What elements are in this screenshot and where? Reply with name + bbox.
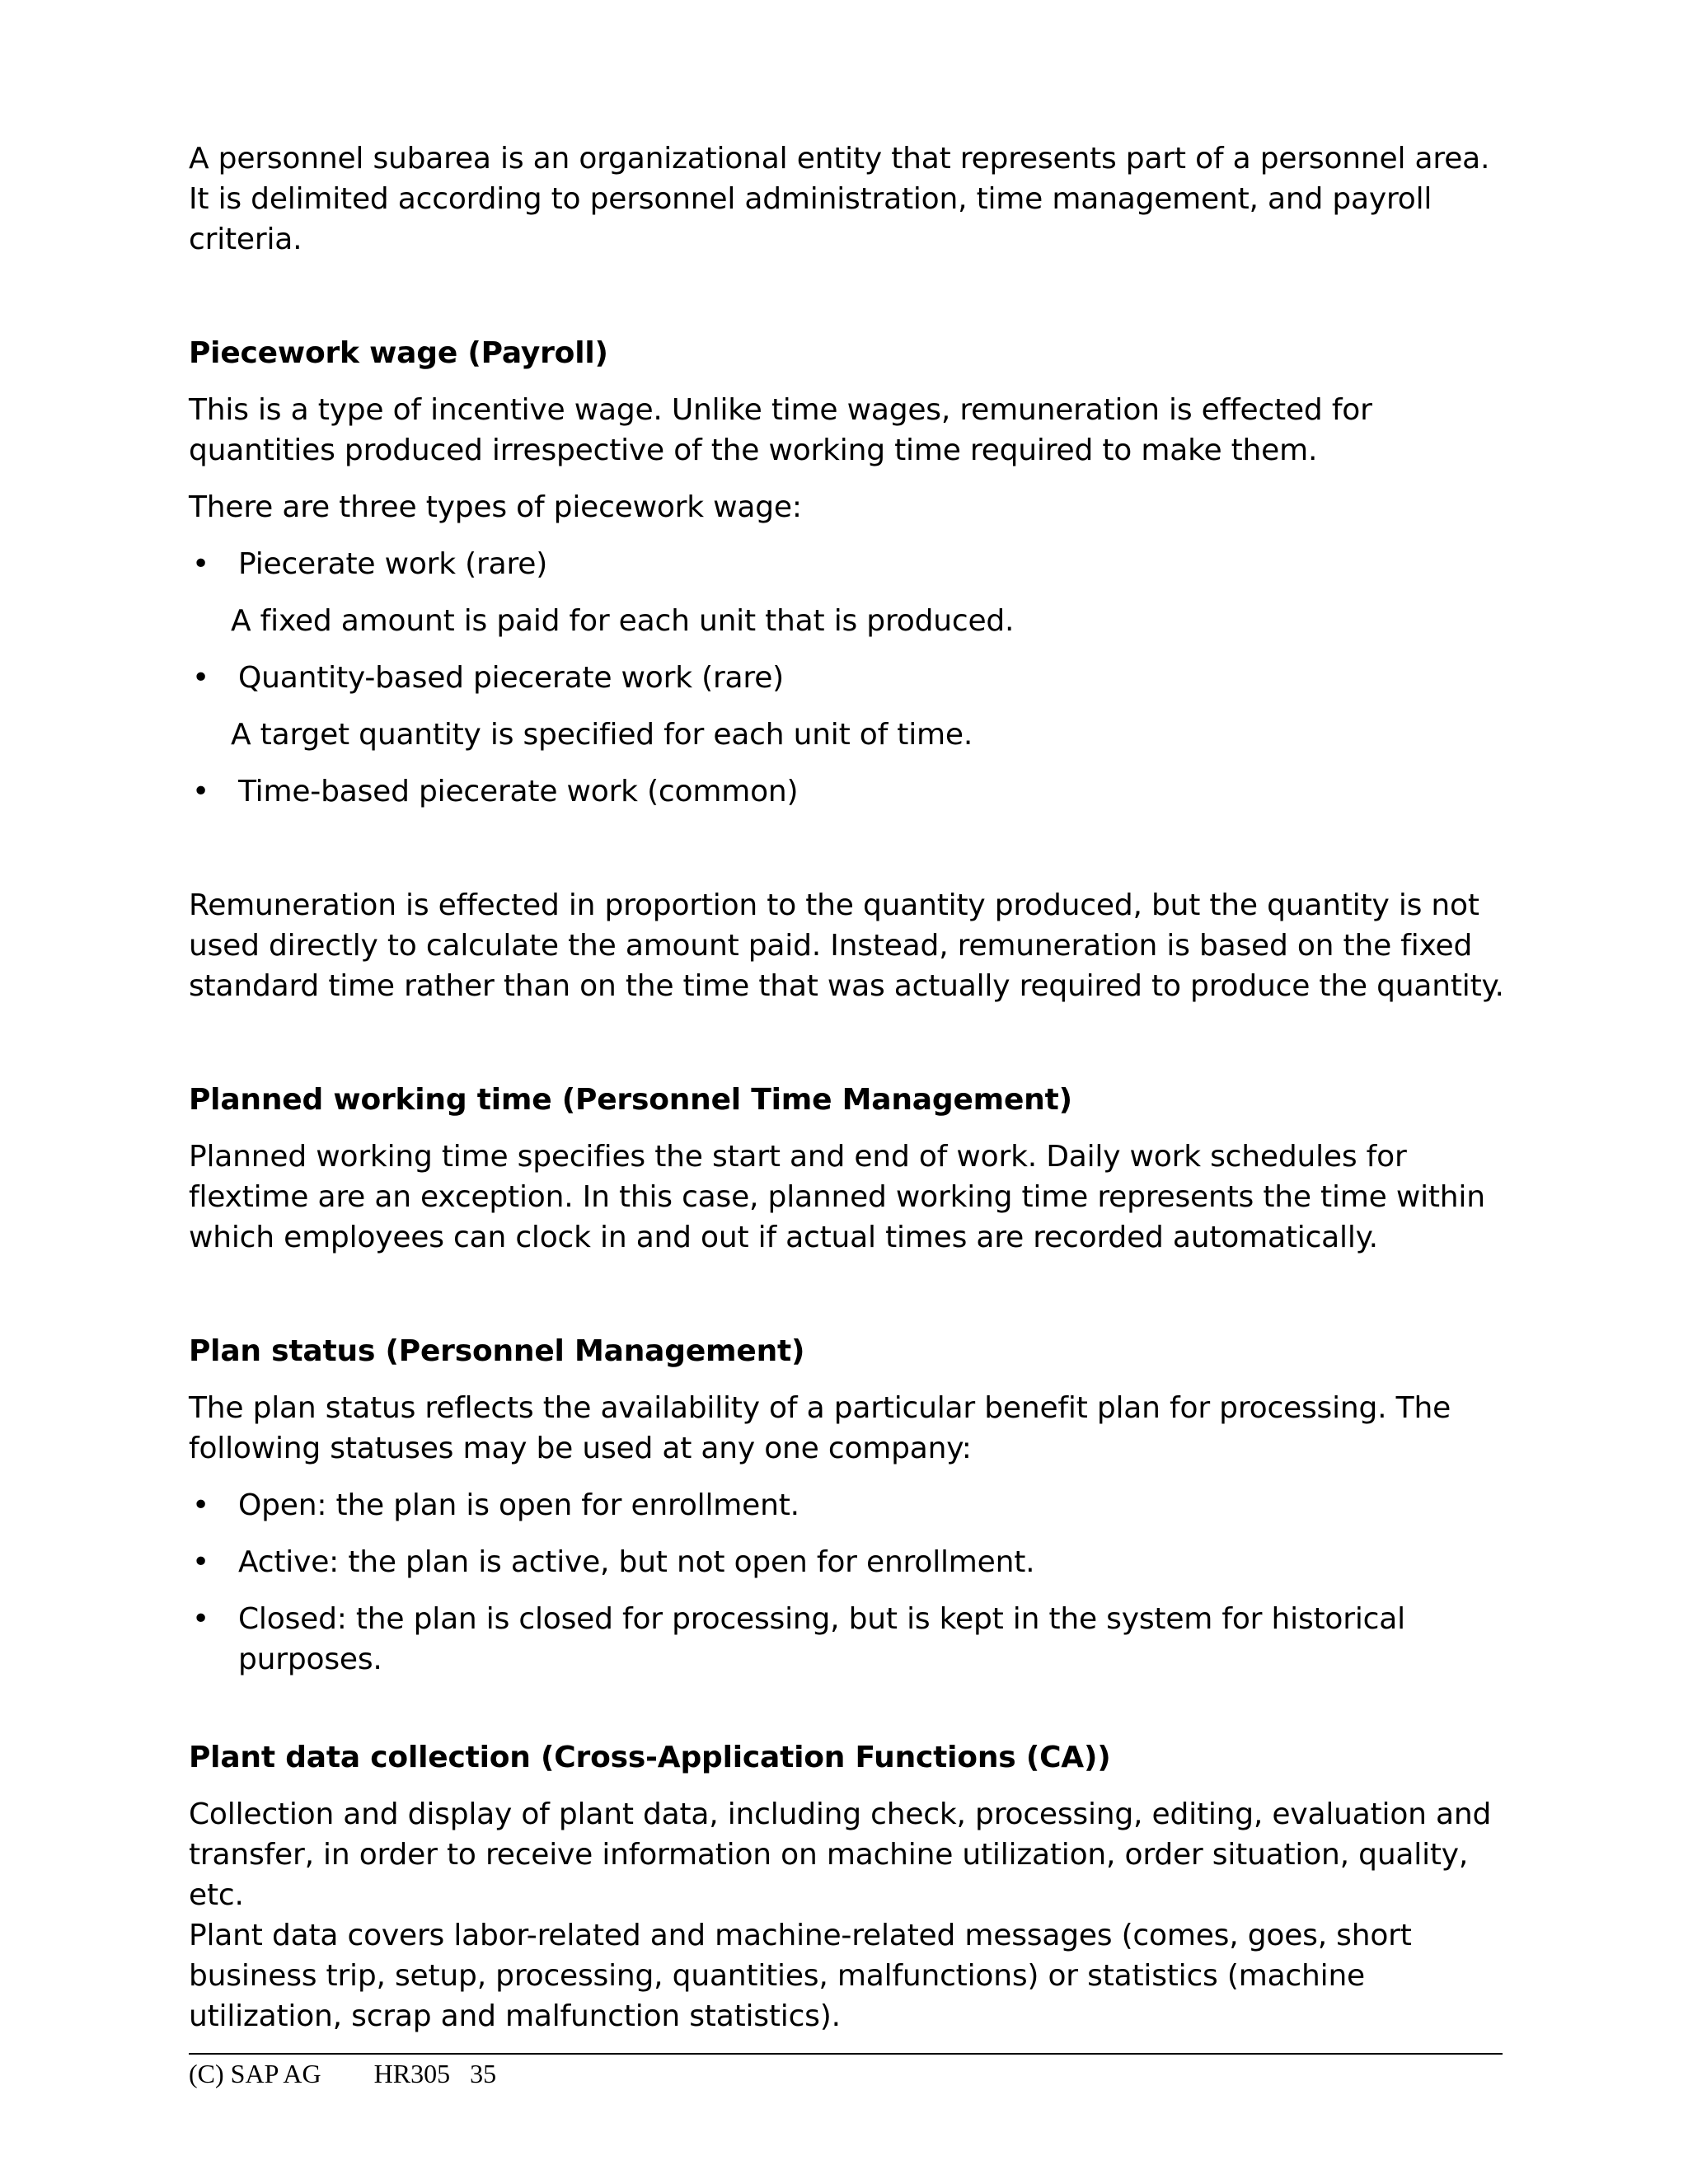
- plant-data-paragraph-2: Plant data covers labor-related and machine-related messages (comes, goes, short business trip, setup, processing, quantities, malfunctions) or statistics (machine utilization, scrap and malfunction statistics).: [189, 1919, 1412, 2033]
- list-item: [189, 771, 1507, 812]
- list-item: [189, 658, 1507, 698]
- list-item: [189, 1485, 1507, 1526]
- bullet-marker: •: [192, 547, 210, 581]
- bullet-description: A target quantity is specified for each unit of time.: [231, 718, 973, 752]
- footer-divider: [189, 2053, 1503, 2055]
- footer-course-code: HR305: [373, 2059, 451, 2088]
- footer-page-number: 35: [470, 2059, 497, 2088]
- bullet-text: Closed: the plan is closed for processing, but is kept in the system for historical purposes.: [238, 1602, 1405, 1676]
- planned-time-heading: Planned working time (Personnel Time Management): [189, 1083, 1072, 1117]
- list-item: [189, 1599, 1507, 1680]
- list-item: [189, 544, 1507, 584]
- bullet-marker: •: [192, 775, 210, 808]
- piecework-paragraph-3: Remuneration is effected in proportion to the quantity produced, but the quantity is not used directly to calculate the amount paid. Instead, remuneration is based on the fixed standard time rather than on the time that was actually required to produce the quantity.: [189, 888, 1504, 1003]
- footer-copyright: (C) SAP AG: [189, 2059, 321, 2088]
- plan-status-heading: Plan status (Personnel Management): [189, 1334, 805, 1368]
- plant-data-paragraph-1: Collection and display of plant data, including check, processing, editing, evaluation and transfer, in order to receive information on machine utilization, order situation, quality, etc.: [189, 1797, 1492, 1912]
- bullet-marker: •: [192, 1488, 210, 1522]
- intro-paragraph: A personnel subarea is an organizational entity that represents part of a personnel area. It is delimited according to personnel administration, time management, and payroll criteria.: [189, 142, 1490, 256]
- piecework-paragraph-1: This is a type of incentive wage. Unlike time wages, remuneration is effected for quantities produced irrespective of the working time required to make them.: [189, 393, 1372, 467]
- bullet-description: A fixed amount is paid for each unit that is produced.: [231, 604, 1015, 638]
- bullet-marker: •: [192, 661, 210, 695]
- bullet-marker: •: [192, 1602, 210, 1636]
- planned-time-paragraph: Planned working time specifies the start and end of work. Daily work schedules for flextime are an exception. In this case, planned working time represents the time within which employees can clock in and out if actual times are recorded automatically.: [189, 1140, 1485, 1254]
- bullet-text: Active: the plan is active, but not open for enrollment.: [238, 1545, 1035, 1579]
- page-footer: [189, 2057, 496, 2090]
- list-item: [189, 1542, 1507, 1582]
- page-content: [189, 138, 1507, 2036]
- piecework-paragraph-2: There are three types of piecework wage:: [189, 490, 802, 524]
- bullet-text: Quantity-based piecerate work (rare): [238, 661, 785, 695]
- bullet-text: Time-based piecerate work (common): [238, 775, 799, 808]
- bullet-text: Open: the plan is open for enrollment.: [238, 1488, 799, 1522]
- bullet-text: Piecerate work (rare): [238, 547, 548, 581]
- piecework-heading: Piecework wage (Payroll): [189, 336, 608, 370]
- bullet-marker: •: [192, 1545, 210, 1579]
- plan-status-paragraph: The plan status reflects the availability of a particular benefit plan for processing. The following statuses may be used at any one company:: [189, 1391, 1451, 1465]
- plant-data-heading: Plant data collection (Cross-Application Functions (CA)): [189, 1741, 1111, 1774]
